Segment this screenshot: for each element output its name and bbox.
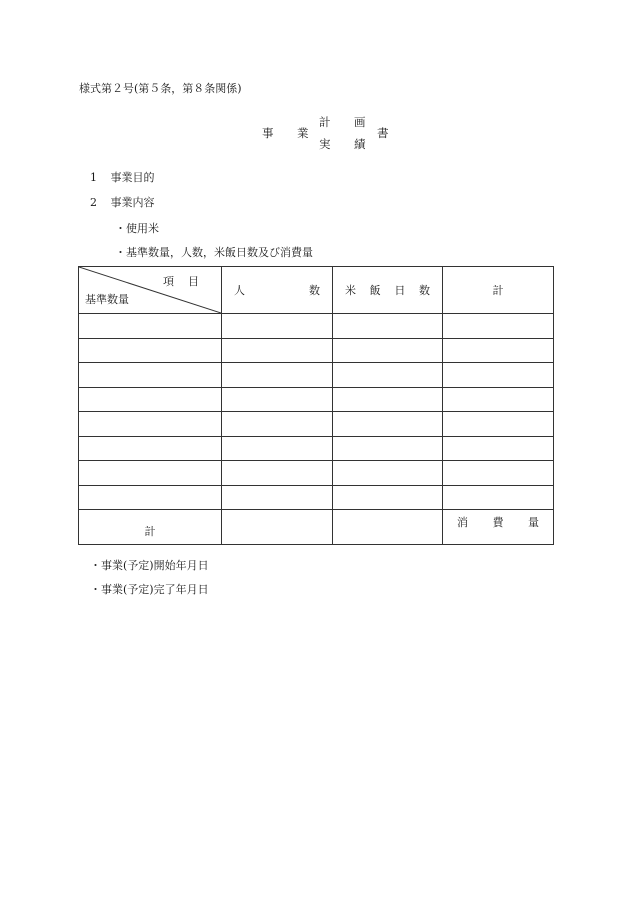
table-row [79,363,554,388]
table-row [79,314,554,339]
consumption-char-3: 量 [528,516,539,529]
table-cell [443,338,554,363]
consumption-char-1: 消 [457,516,468,529]
section-1-number: 1 [90,171,97,184]
table-cell [333,412,443,437]
consumption-cell [443,510,554,545]
table-cell [222,461,333,486]
title-char-1: 事 [262,126,274,140]
table-cell [333,436,443,461]
table-cell [443,387,554,412]
table-cell [79,461,222,486]
plan-table [78,266,554,545]
table-row [79,387,554,412]
title-plan-char-1: 計 [319,115,331,129]
title-char-last: 書 [377,126,389,140]
table-cell [79,338,222,363]
header-people-char-2: 数 [309,284,320,297]
title-result-char-2: 績 [354,137,366,151]
table-cell [222,412,333,437]
table-cell [222,314,333,339]
table-cell [79,363,222,388]
consumption-char-2: 費 [492,516,504,529]
header-rice-days-char-1: 米 [345,284,356,297]
table-cell [79,485,222,510]
table-row [79,412,554,437]
header-rice-days-char-4: 数 [418,284,430,297]
total-people-cell [222,510,333,545]
table-cell [222,338,333,363]
section-1 [90,169,155,185]
title-plan-char-2: 画 [354,115,366,129]
table-cell [222,363,333,388]
table-cell [222,485,333,510]
header-standard-quantity-label: 基準数量 [85,293,129,306]
table-cell [333,363,443,388]
table-cell [333,485,443,510]
table-cell [79,412,222,437]
form-label: 様式第２号(第５条，第８条関係) [79,82,242,95]
table-row [79,461,554,486]
section-1-text: 事業目的 [110,171,155,184]
section-2-number: 2 [90,196,97,209]
title-result-char-1: 実 [319,137,331,151]
section-2 [90,194,155,210]
header-rice-days-char-2: 飯 [369,284,381,297]
total-label-cell: 計 [79,510,222,545]
header-total-cell: 計 [443,267,554,314]
table-cell [443,314,554,339]
table-cell [333,461,443,486]
total-rice-days-cell [333,510,443,545]
table-cell [333,314,443,339]
table-cell [79,387,222,412]
table-total-row [79,510,554,545]
header-item-label: 項目 [163,275,213,288]
table-row [79,436,554,461]
table-cell [222,436,333,461]
table-row [79,338,554,363]
table-row [79,485,554,510]
section-2-text: 事業内容 [110,196,155,209]
table-cell [443,436,554,461]
table-cell [333,338,443,363]
table-cell [333,387,443,412]
bullet-rice-used: ・使用米 [115,222,159,235]
table-cell [443,412,554,437]
table-cell [443,363,554,388]
header-rice-days-char-3: 日 [394,284,406,297]
table-cell [443,461,554,486]
title-char-2: 業 [297,126,309,140]
header-rice-days-cell [333,267,443,314]
table-cell [443,485,554,510]
table-header-row [79,267,554,314]
bullet-standard-quantities: ・基準数量，人数，米飯日数及び消費量 [115,246,313,259]
end-date-label: ・事業(予定)完了年月日 [90,583,209,596]
diagonal-header-cell [79,267,222,314]
header-people-cell [222,267,333,314]
start-date-label: ・事業(予定)開始年月日 [90,559,209,572]
table-cell [79,436,222,461]
table-cell [222,387,333,412]
table-cell [79,314,222,339]
header-people-char-1: 人 [234,284,245,297]
